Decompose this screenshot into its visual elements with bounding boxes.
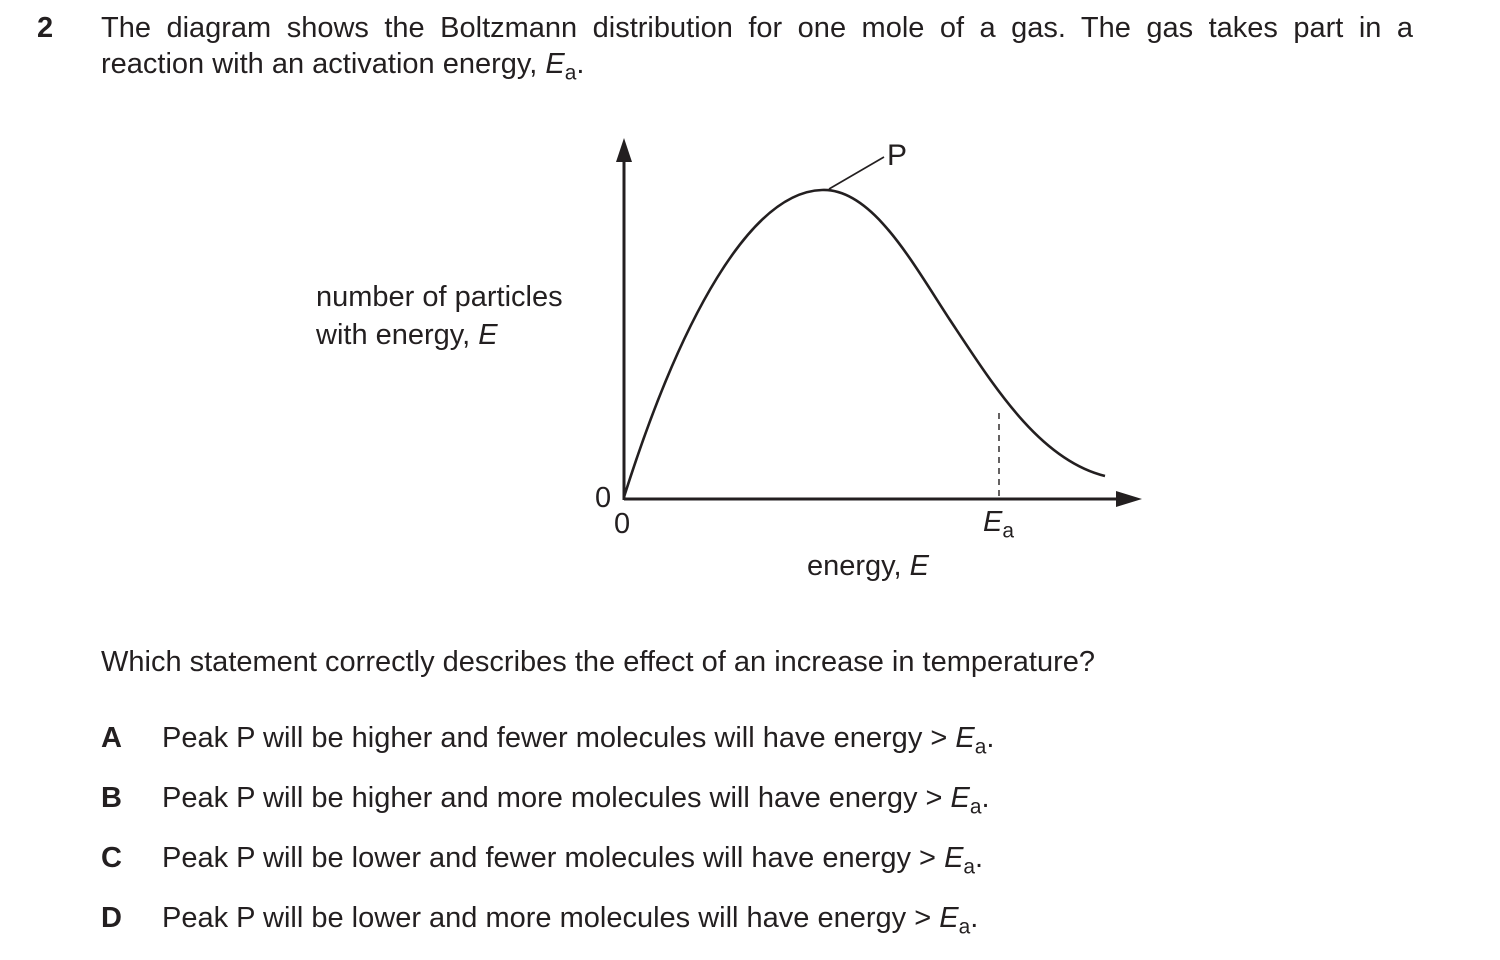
option-ea-subscript: a [974,735,987,759]
option-statement: Peak P will be lower and fewer molecules will have energy > [162,842,945,874]
option-ea-symbol: E [950,782,970,814]
peak-leader-line [829,157,884,189]
stem-line-2-text: reaction with an activation energy, [101,48,546,80]
y-axis-arrowhead [616,138,632,162]
option-statement: Peak P will be lower and more molecules will have energy > [162,902,940,934]
y-axis-label-line-1: number of particles [316,281,563,313]
option-ea-symbol: E [955,722,975,754]
option-period: . [981,782,990,814]
y-axis-label [316,278,563,354]
option-ea-subscript: a [958,915,971,939]
stem-period: . [576,48,585,80]
x-axis-arrowhead [1116,491,1142,507]
ea-axis-label [983,506,1014,543]
option-letter: A [101,722,122,754]
option-ea-subscript: a [969,795,982,819]
y-axis-label-line-2 [316,316,563,354]
option-statement: Peak P will be higher and more molecules will have energy > [162,782,951,814]
peak-p-label: P [887,139,908,172]
stem-ea-symbol: E [545,48,565,80]
option-ea-subscript: a [963,855,976,879]
ea-axis-subscript: a [1002,519,1014,543]
option-ea-symbol: E [944,842,964,874]
stem-line-1: The diagram shows the Boltzmann distribution for one mole of a gas. The gas takes part in a [101,12,1413,44]
ea-axis-symbol: E [983,506,1003,538]
option-letter: B [101,782,122,814]
origin-y-label: 0 [595,482,612,514]
option-ea-symbol: E [939,902,959,934]
stem-ea-subscript: a [564,61,577,85]
option-text [162,722,995,759]
distribution-curve [624,190,1105,497]
question-number: 2 [37,12,54,44]
origin-x-label: 0 [614,508,631,540]
option-letter: C [101,842,122,874]
option-text [162,782,990,819]
option-statement: Peak P will be higher and fewer molecules will have energy > [162,722,956,754]
option-text [162,842,984,879]
y-axis-symbol: E [478,319,498,351]
question-prompt: Which statement correctly describes the effect of an increase in temperature? [101,646,1096,678]
x-axis-label-text: energy, [807,550,910,582]
option-period: . [975,842,984,874]
option-letter: D [101,902,122,934]
x-axis-label [807,550,929,583]
x-axis-symbol: E [909,550,929,582]
option-period: . [970,902,979,934]
option-period: . [986,722,995,754]
option-text [162,902,979,939]
y-axis-label-text: with energy, [316,319,479,351]
